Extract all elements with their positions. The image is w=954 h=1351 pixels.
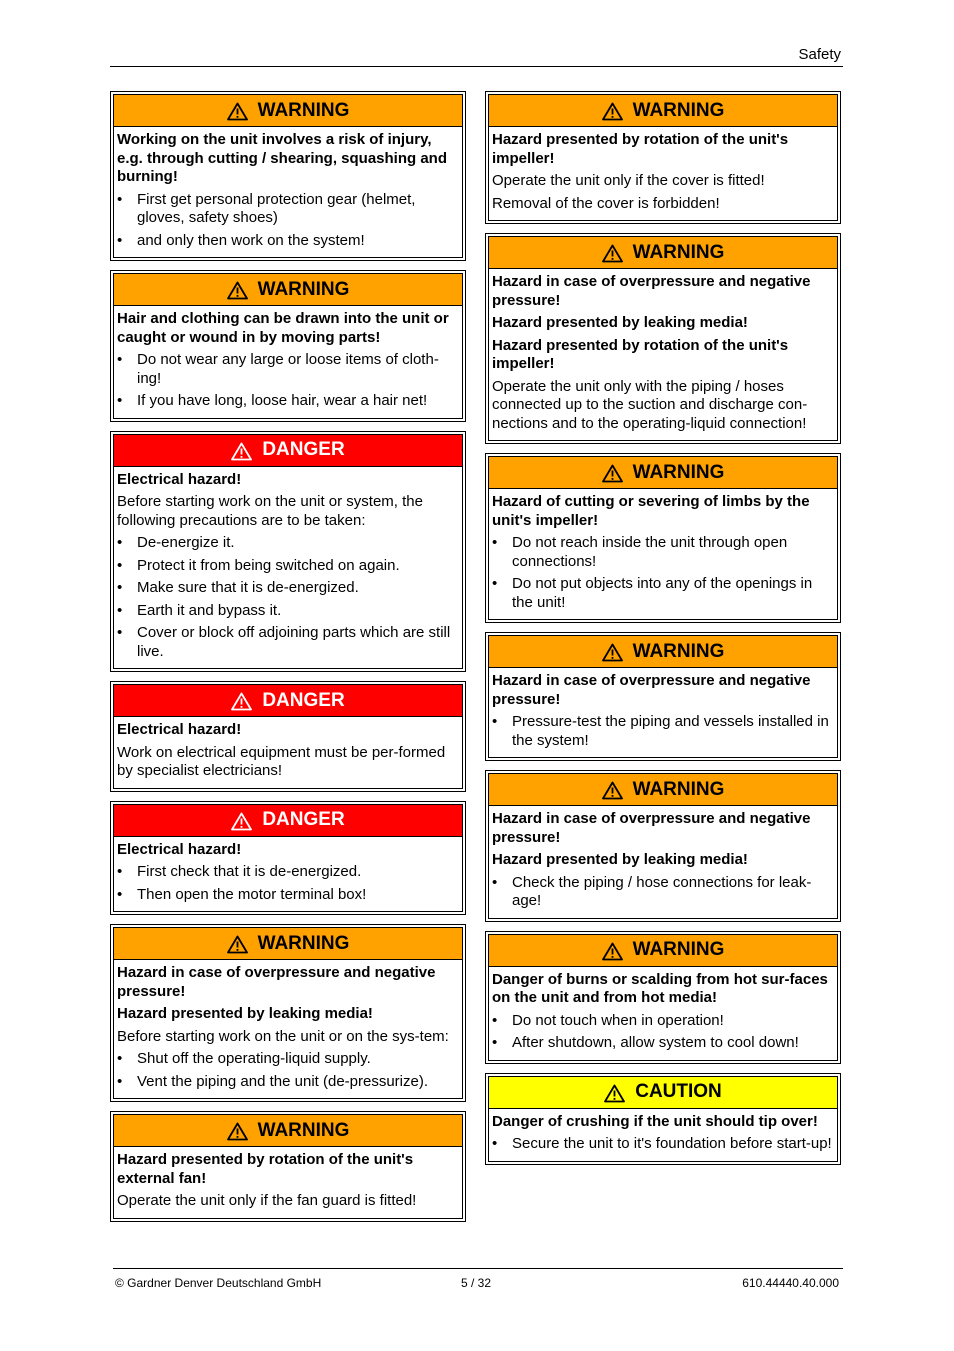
warning-notice-box <box>485 233 841 444</box>
bullet-item: • Do not reach inside the unit through open connections! <box>492 534 834 571</box>
bullet-item: • Shut off the operating-liquid supply. <box>117 1050 459 1069</box>
warning-title-bar <box>114 928 462 960</box>
hazard-statement: Electrical hazard! <box>117 470 242 488</box>
danger-title-bar <box>114 435 462 467</box>
footer-page-number: 5 / 32 <box>461 1276 492 1290</box>
notice-body <box>489 668 837 757</box>
notice-body <box>114 960 462 1098</box>
notice-body <box>489 127 837 220</box>
instruction-text: Before starting work on the unit or on the sys-tem: <box>117 1027 449 1045</box>
warning-triangle-icon <box>231 442 252 461</box>
bullet-item: • Secure the unit to it's foundation before start-up! <box>492 1135 834 1154</box>
warning-triangle-icon <box>602 643 623 662</box>
warning-notice-box <box>485 931 841 1064</box>
bullet-item: • Make sure that it is de-energized. <box>117 579 459 598</box>
warning-notice-box <box>110 270 466 422</box>
page-header <box>110 44 843 67</box>
warning-triangle-icon <box>602 942 623 961</box>
section-title: Safety <box>798 46 841 63</box>
notice-title: WARNING <box>632 461 725 483</box>
right-column <box>485 91 841 1174</box>
notice-frame <box>488 94 838 221</box>
notice-title: WARNING <box>632 939 725 960</box>
notice-bullet-list <box>117 351 459 411</box>
danger-notice-box <box>110 431 466 673</box>
notice-frame <box>488 635 838 758</box>
hazard-statement: Electrical hazard! <box>117 840 242 858</box>
notice-frame <box>113 273 463 419</box>
notice-body <box>114 1147 462 1218</box>
hazard-statement: Hazard in case of overpressure and negative pressure! <box>117 964 436 1000</box>
warning-triangle-icon <box>602 464 623 483</box>
bullet-item: • Protect it from being switched on again. <box>117 557 459 576</box>
warning-title-bar <box>489 457 837 489</box>
hazard-statement: Hazard in case of overpressure and negative pressure! <box>492 672 811 708</box>
danger-notice-box <box>110 801 466 916</box>
notice-body <box>114 467 462 669</box>
warning-notice-box <box>485 453 841 623</box>
hazard-statement: Hazard presented by rotation of the unit's external fan! <box>117 1151 414 1187</box>
notice-bullet-list <box>117 863 459 904</box>
warning-title-bar <box>489 95 837 127</box>
notice-body <box>489 1109 837 1161</box>
notice-title: WARNING <box>257 1119 350 1141</box>
warning-notice-box <box>485 91 841 224</box>
bullet-item: • After shutdown, allow system to cool down! <box>492 1034 834 1053</box>
hazard-statement: Hazard presented by leaking media! <box>117 1005 373 1022</box>
warning-title-bar <box>489 636 837 668</box>
caution-title-bar <box>489 1077 837 1109</box>
bullet-item: • First check that it is de-energized. <box>117 863 459 882</box>
bullet-item: • Then open the motor terminal box! <box>117 886 459 905</box>
warning-triangle-icon <box>604 1084 625 1103</box>
warning-triangle-icon <box>602 244 623 263</box>
notice-body <box>489 269 837 440</box>
warning-notice-box <box>110 91 466 261</box>
bullet-item: • Check the piping / hose connections for leak-age! <box>492 874 834 911</box>
warning-title-bar <box>114 1115 462 1147</box>
warning-title-bar <box>489 935 837 967</box>
bullet-item: • Cover or block off adjoining parts which are still live. <box>117 624 459 661</box>
left-column <box>110 91 466 1231</box>
warning-triangle-icon <box>227 102 248 121</box>
bullet-item: • First get personal protection gear (helmet, gloves, safety shoes) <box>117 191 459 228</box>
hazard-statement: Hazard in case of overpressure and negative pressure! <box>492 810 811 846</box>
hazard-statement: Working on the unit involves a risk of injury, e.g. through cutting / shearing, squashing and burning! <box>117 131 448 185</box>
bullet-item: • and only then work on the system! <box>117 232 459 251</box>
notice-frame <box>488 1076 838 1162</box>
danger-title-bar <box>114 805 462 837</box>
notice-title: DANGER <box>262 439 345 460</box>
notice-bullet-list <box>117 534 459 661</box>
notice-title: DANGER <box>262 689 345 711</box>
footer-document-number: 610.44440.40.000 <box>742 1276 839 1290</box>
warning-triangle-icon <box>231 692 252 711</box>
notice-body <box>489 806 837 918</box>
warning-notice-box <box>110 924 466 1102</box>
notice-title: WARNING <box>257 99 350 121</box>
hazard-statement: Hazard presented by rotation of the unit's impeller! <box>492 336 789 372</box>
bullet-item: • Earth it and bypass it. <box>117 602 459 621</box>
warning-triangle-icon <box>227 1122 248 1141</box>
hazard-statement: Hazard presented by leaking media! <box>492 314 748 331</box>
notice-frame <box>488 236 838 441</box>
danger-title-bar <box>114 685 462 717</box>
notice-frame <box>488 456 838 620</box>
hazard-statement: Danger of crushing if the unit should tip over! <box>492 1112 818 1130</box>
bullet-item: • De-energize it. <box>117 534 459 553</box>
notice-frame <box>113 1114 463 1219</box>
warning-triangle-icon <box>602 102 623 121</box>
notice-frame <box>113 684 463 789</box>
notice-bullet-list <box>492 1135 834 1154</box>
notice-frame <box>488 773 838 919</box>
notice-title: WARNING <box>632 99 725 121</box>
notice-bullet-list <box>492 1012 834 1053</box>
instruction-text: Removal of the cover is forbidden! <box>492 194 720 212</box>
warning-notice-box <box>485 770 841 922</box>
footer-copyright: © Gardner Denver Deutschland GmbH <box>115 1276 322 1290</box>
notice-frame <box>113 804 463 913</box>
notice-bullet-list <box>492 874 834 911</box>
instruction-text: Work on electrical equipment must be per-formed by specialist electricians! <box>117 743 446 779</box>
notice-bullet-list <box>492 713 834 750</box>
warning-notice-box <box>110 1111 466 1222</box>
notice-body <box>489 967 837 1060</box>
warning-title-bar <box>114 95 462 127</box>
hazard-statement: Hazard in case of overpressure and negative pressure! <box>492 273 811 309</box>
caution-notice-box <box>485 1073 841 1165</box>
warning-title-bar <box>114 274 462 306</box>
hazard-statement: Electrical hazard! <box>117 721 242 738</box>
notice-bullet-list <box>492 534 834 612</box>
hazard-statement: Hazard presented by leaking media! <box>492 851 748 868</box>
notice-title: CAUTION <box>635 1081 722 1102</box>
warning-triangle-icon <box>227 935 248 954</box>
bullet-item: • Pressure-test the piping and vessels installed in the system! <box>492 713 834 750</box>
instruction-text: Operate the unit only if the fan guard is fitted! <box>117 1192 417 1209</box>
notice-body <box>114 306 462 418</box>
notice-body <box>114 717 462 788</box>
notice-frame <box>113 434 463 670</box>
notice-bullet-list <box>117 191 459 251</box>
warning-notice-box <box>485 632 841 761</box>
hazard-statement: Danger of burns or scalding from hot sur-faces on the unit and from hot media! <box>492 970 828 1006</box>
bullet-item: • Do not touch when in operation! <box>492 1012 834 1031</box>
hazard-statement: Hazard presented by rotation of the unit's impeller! <box>492 131 789 167</box>
instruction-text: Operate the unit only if the cover is fitted! <box>492 172 765 189</box>
notice-frame <box>113 927 463 1099</box>
bullet-item: • Do not wear any large or loose items of cloth-ing! <box>117 351 459 388</box>
notice-body <box>114 127 462 257</box>
bullet-item: • Vent the piping and the unit (de-pressurize). <box>117 1073 459 1092</box>
notice-title: WARNING <box>257 278 350 300</box>
bullet-item: • Do not put objects into any of the openings in the unit! <box>492 575 834 612</box>
notice-body <box>114 837 462 912</box>
warning-triangle-icon <box>602 781 623 800</box>
notice-body <box>489 489 837 619</box>
instruction-text: Before starting work on the unit or system, the following precautions are to be taken: <box>117 493 423 529</box>
notice-title: DANGER <box>262 809 345 830</box>
warning-title-bar <box>489 774 837 806</box>
notice-title: WARNING <box>257 932 350 954</box>
notice-frame <box>113 94 463 258</box>
hazard-statement: Hair and clothing can be drawn into the unit or caught or wound in by moving parts! <box>117 310 449 346</box>
bullet-item: • If you have long, loose hair, wear a hair net! <box>117 392 459 411</box>
instruction-text: Operate the unit only with the piping / hoses connected up to the suction and discharge con-nections and to the operating-liquid connection! <box>492 377 808 432</box>
notice-title: WARNING <box>632 640 725 662</box>
warning-triangle-icon <box>227 281 248 300</box>
notice-title: WARNING <box>632 241 725 263</box>
notice-frame <box>488 934 838 1061</box>
hazard-statement: Hazard of cutting or severing of limbs by the unit's impeller! <box>492 493 810 529</box>
danger-notice-box <box>110 681 466 792</box>
page-footer <box>113 1268 843 1290</box>
notice-bullet-list <box>117 1050 459 1091</box>
warning-triangle-icon <box>231 812 252 831</box>
notice-title: WARNING <box>632 778 725 800</box>
warning-title-bar <box>489 237 837 269</box>
